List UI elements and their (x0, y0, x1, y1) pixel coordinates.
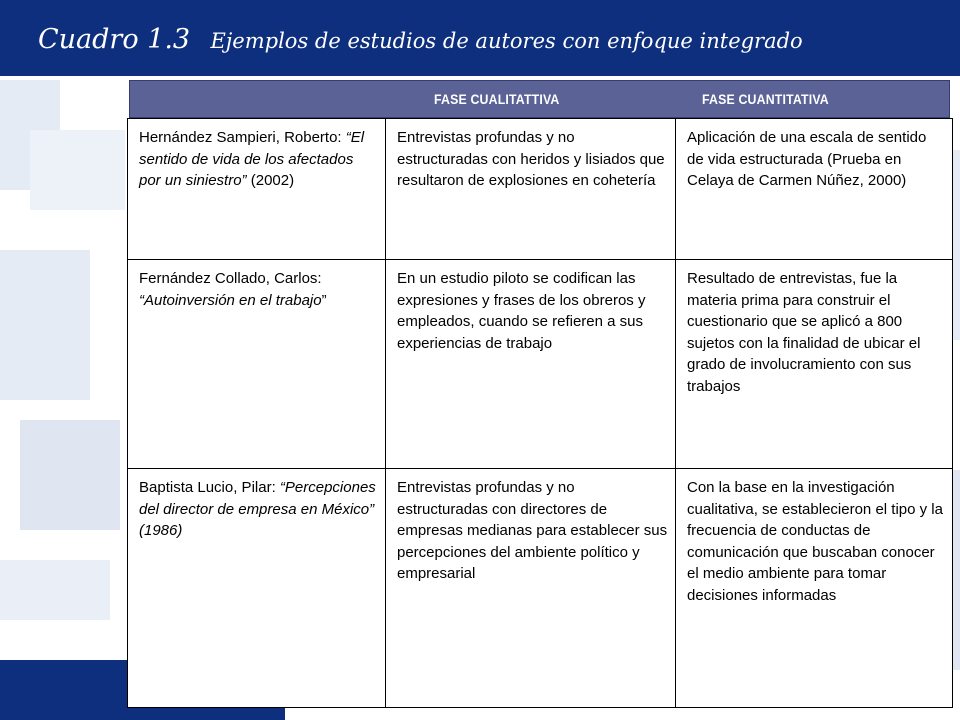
quantitative-phase-label: FASE CUANTITATIVA (702, 91, 829, 107)
study-title: “Percepciones del director de empresa en México” (1986) (139, 479, 376, 539)
author-cell (128, 260, 386, 469)
phase-header (129, 80, 950, 118)
quantitative-cell: Resultado de entrevistas, fue la materia prima para construir el cuestionario que se aplicó a 800 sujetos con la finalidad de ubicar el grado de involucramiento con sus trabajos (676, 260, 953, 469)
page-title (38, 18, 803, 56)
author-cell (128, 119, 386, 260)
table-row (128, 260, 953, 469)
qualitative-phase-label: FASE CUALITATTIVA (434, 91, 560, 107)
title-number: Cuadro 1.3 (38, 24, 191, 55)
author-name: Hernández Sampieri, Roberto: (139, 129, 346, 146)
title-text: Ejemplos de estudios de autores con enfoque integrado (210, 29, 803, 53)
author-name: Baptista Lucio, Pilar: (139, 479, 280, 496)
quantitative-cell: Con la base en la investigación cualitativa, se establecieron el tipo y la frecuencia de conductas de comunicación que buscaban conocer el medio ambiente para tomar decisiones informadas (676, 469, 953, 708)
study-year: (2002) (246, 172, 295, 189)
study-title: “Autoinversión en el trabajo (139, 291, 322, 309)
author-name: Fernández Collado, Carlos: (139, 270, 322, 287)
decor-square (20, 420, 120, 530)
table-row (128, 469, 953, 708)
decor-square (952, 470, 960, 670)
decor-square (30, 130, 125, 210)
author-cell (128, 469, 386, 708)
qualitative-cell: En un estudio piloto se codifican las expresiones y frases de los obreros y empleados, cuando se refieren a sus experiencias de trabajo (386, 260, 676, 469)
studies-table (127, 118, 953, 708)
study-year: ” (321, 291, 327, 309)
study-title: “El sentido de vida de los afectados por un siniestro” (139, 129, 365, 189)
qualitative-cell: Entrevistas profundas y no estructuradas con directores de empresas medianas para establecer sus percepciones del ambiente político y empresarial (386, 469, 676, 708)
decor-square (0, 560, 110, 620)
title-bar (0, 0, 960, 76)
quantitative-cell: Aplicación de una escala de sentido de vida estructurada (Prueba en Celaya de Carmen Núñez, 2000) (676, 119, 953, 260)
qualitative-cell: Entrevistas profundas y no estructuradas con heridos y lisiados que resultaron de explosiones en cohetería (386, 119, 676, 260)
table-row (128, 119, 953, 260)
decor-square (0, 250, 90, 400)
